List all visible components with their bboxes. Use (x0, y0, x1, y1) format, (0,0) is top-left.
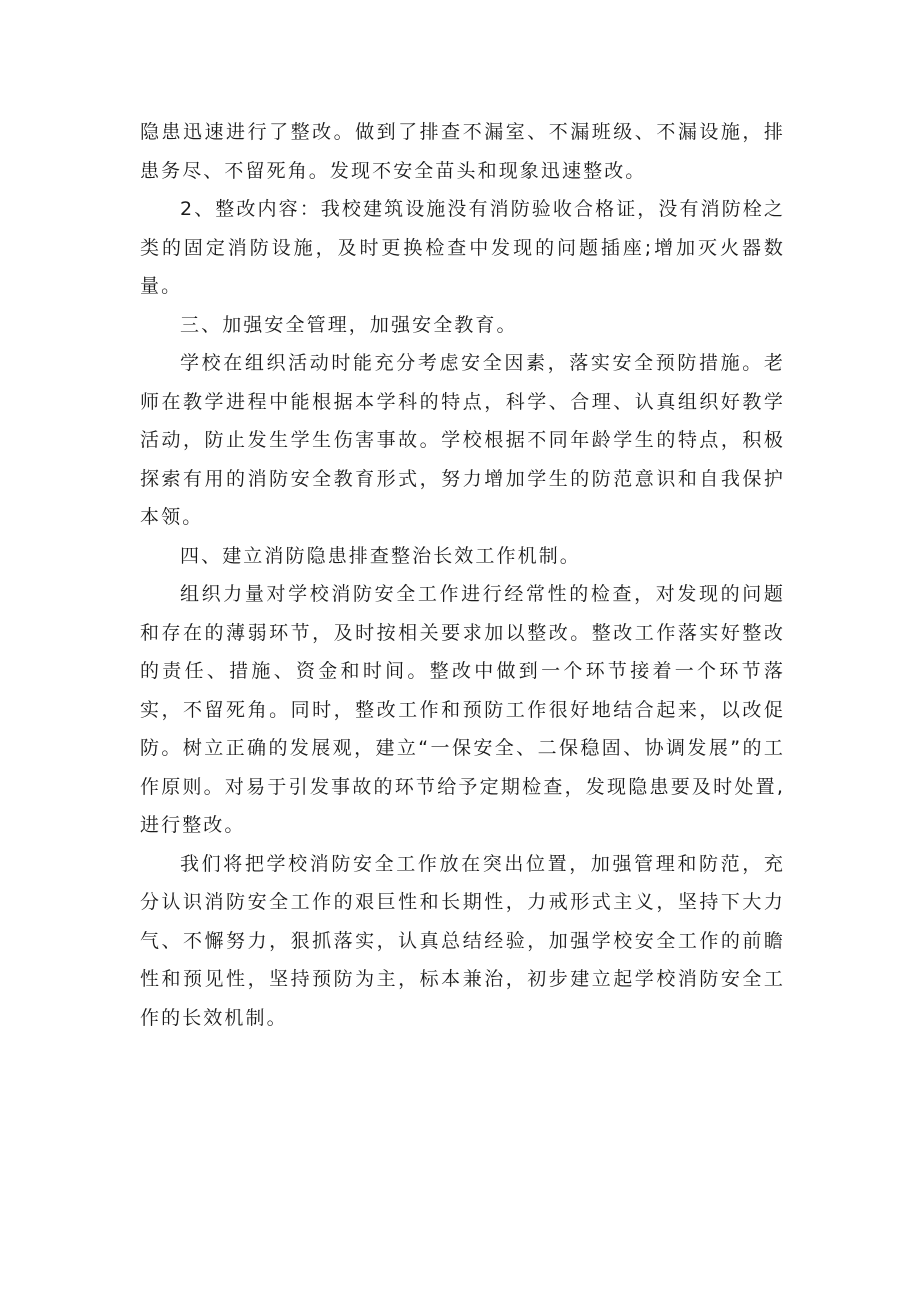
paragraph-1: 隐患迅速进行了整改。做到了排查不漏室、不漏班级、不漏设施，排患务尽、不留死角。发现不安全苗头和现象迅速整改。 (140, 121, 785, 182)
section-heading-4: 四、建立消防隐患排查整治长效工作机制。 (180, 544, 581, 567)
paragraph-4: 学校在组织活动时能充分考虑安全因素，落实安全预防措施。老师在教学进程中能根据本学科的特点，科学、合理、认真组织好教学活动，防止发生学生伤害事故。学校根据不同年龄学生的特点，积极探索有用的消防安全教育形式，努力增加学生的防范意识和自我保护本领。 (140, 352, 785, 528)
paragraph-2: 2、整改内容：我校建筑设施没有消防验收合格证，没有消防栓之类的固定消防设施，及时更换检查中发现的问题插座;增加灭火器数量。 (140, 198, 785, 297)
paragraph-6: 组织力量对学校消防安全工作进行经常性的检查，对发现的问题和存在的薄弱环节，及时按相关要求加以整改。整改工作落实好整改的责任、措施、资金和时间。整改中做到一个环节接着一个环节落实，不留死角。同时，整改工作和预防工作很好地结合起来，以改促防。树立正确的发展观，建立“一保安全、二保稳固、协调发展”的工作原则。对易于引发事故的环节给予定期检查，发现隐患要及时处置,进行整改。 (140, 583, 785, 836)
paragraph-7: 我们将把学校消防安全工作放在突出位置，加强管理和防范，充分认识消防安全工作的艰巨性和长期性，力戒形式主义，坚持下大力气、不懈努力，狠抓落实，认真总结经验，加强学校安全工作的前瞻性和预见性，坚持预防为主，标本兼治，初步建立起学校消防安全工作的长效机制。 (140, 852, 785, 1029)
section-heading-3: 三、加强安全管理，加强安全教育。 (180, 313, 518, 336)
document-body (140, 113, 785, 1037)
